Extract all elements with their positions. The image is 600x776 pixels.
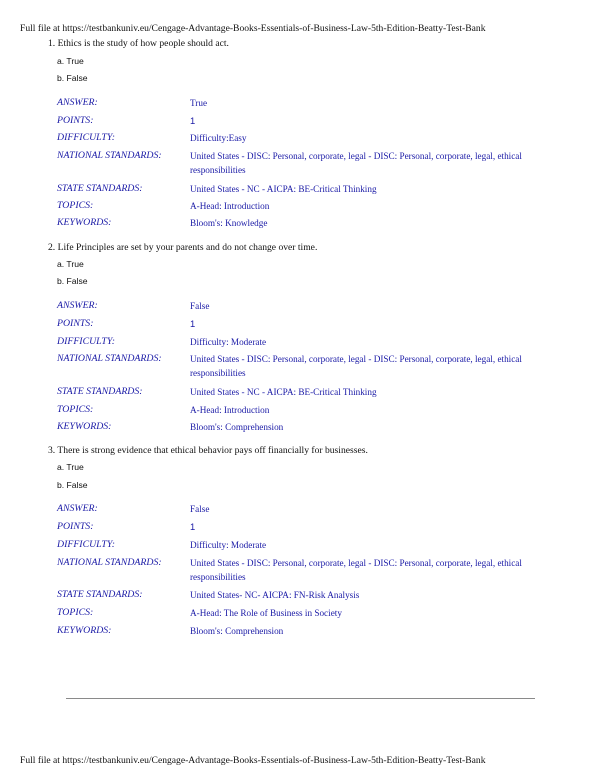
- option-a: a. True: [57, 462, 84, 472]
- points-label: POINTS:: [57, 318, 94, 329]
- difficulty-label: DIFFICULTY:: [57, 132, 115, 143]
- state-standards-label: STATE STANDARDS:: [57, 386, 143, 397]
- topics-label: TOPICS:: [57, 200, 94, 211]
- source-banner-top: Full file at https://testbankuniv.eu/Cengage-Advantage-Books-Essentials-of-Business-Law-5th-Edition-Beatty-Test-Bank: [20, 23, 486, 34]
- topics-value: A-Head: Introduction: [190, 201, 270, 211]
- national-standards-value: United States - DISC: Personal, corporate, legal - DISC: Personal, corporate, legal, ethical responsibilities: [190, 354, 522, 378]
- national-standards-value: United States - DISC: Personal, corporate, legal - DISC: Personal, corporate, legal, ethical responsibilities: [190, 151, 522, 175]
- difficulty-value: Difficulty:Easy: [190, 133, 247, 143]
- answer-label: ANSWER:: [57, 503, 98, 514]
- option-b: b. False: [57, 480, 88, 490]
- answer-label: ANSWER:: [57, 97, 98, 108]
- state-standards-value: United States - NC - AICPA: BE-Critical Thinking: [190, 387, 377, 397]
- state-standards-label: STATE STANDARDS:: [57, 183, 143, 194]
- answer-value: False: [190, 301, 210, 311]
- question-text: 1. Ethics is the study of how people should act.: [48, 38, 229, 49]
- option-b: b. False: [57, 73, 88, 83]
- question-text: 3. There is strong evidence that ethical behavior pays off financially for businesses.: [48, 445, 368, 456]
- state-standards-value: United States - NC - AICPA: BE-Critical Thinking: [190, 184, 377, 194]
- state-standards-label: STATE STANDARDS:: [57, 589, 143, 600]
- state-standards-value: United States- NC- AICPA: FN-Risk Analysis: [190, 590, 360, 600]
- national-standards-label: NATIONAL STANDARDS:: [57, 557, 162, 568]
- topics-label: TOPICS:: [57, 404, 94, 415]
- answer-value: True: [190, 98, 208, 108]
- keywords-value: Bloom's: Comprehension: [190, 422, 284, 432]
- national-standards-label: NATIONAL STANDARDS:: [57, 353, 162, 364]
- option-a: a. True: [57, 56, 84, 66]
- answer-value: False: [190, 504, 210, 514]
- keywords-label: KEYWORDS:: [57, 625, 112, 636]
- difficulty-label: DIFFICULTY:: [57, 539, 115, 550]
- keywords-value: Bloom's: Knowledge: [190, 218, 268, 228]
- points-label: POINTS:: [57, 115, 94, 126]
- question-text: 2. Life Principles are set by your parents and do not change over time.: [48, 242, 318, 253]
- points-label: POINTS:: [57, 521, 94, 532]
- points-value: 1: [190, 115, 196, 126]
- national-standards-value: United States - DISC: Personal, corporate, legal - DISC: Personal, corporate, legal, ethical responsibilities: [190, 558, 522, 582]
- points-value: 1: [190, 521, 196, 532]
- source-banner-bottom: Full file at https://testbankuniv.eu/Cengage-Advantage-Books-Essentials-of-Business-Law-5th-Edition-Beatty-Test-Bank: [20, 755, 486, 766]
- answer-label: ANSWER:: [57, 300, 98, 311]
- keywords-value: Bloom's: Comprehension: [190, 626, 284, 636]
- topics-value: A-Head: The Role of Business in Society: [190, 608, 342, 618]
- footer-divider: [66, 698, 535, 699]
- national-standards-label: NATIONAL STANDARDS:: [57, 150, 162, 161]
- keywords-label: KEYWORDS:: [57, 217, 112, 228]
- keywords-label: KEYWORDS:: [57, 421, 112, 432]
- option-a: a. True: [57, 259, 84, 269]
- topics-value: A-Head: Introduction: [190, 405, 270, 415]
- points-value: 1: [190, 318, 196, 329]
- option-b: b. False: [57, 276, 88, 286]
- topics-label: TOPICS:: [57, 607, 94, 618]
- difficulty-label: DIFFICULTY:: [57, 336, 115, 347]
- difficulty-value: Difficulty: Moderate: [190, 337, 267, 347]
- difficulty-value: Difficulty: Moderate: [190, 540, 267, 550]
